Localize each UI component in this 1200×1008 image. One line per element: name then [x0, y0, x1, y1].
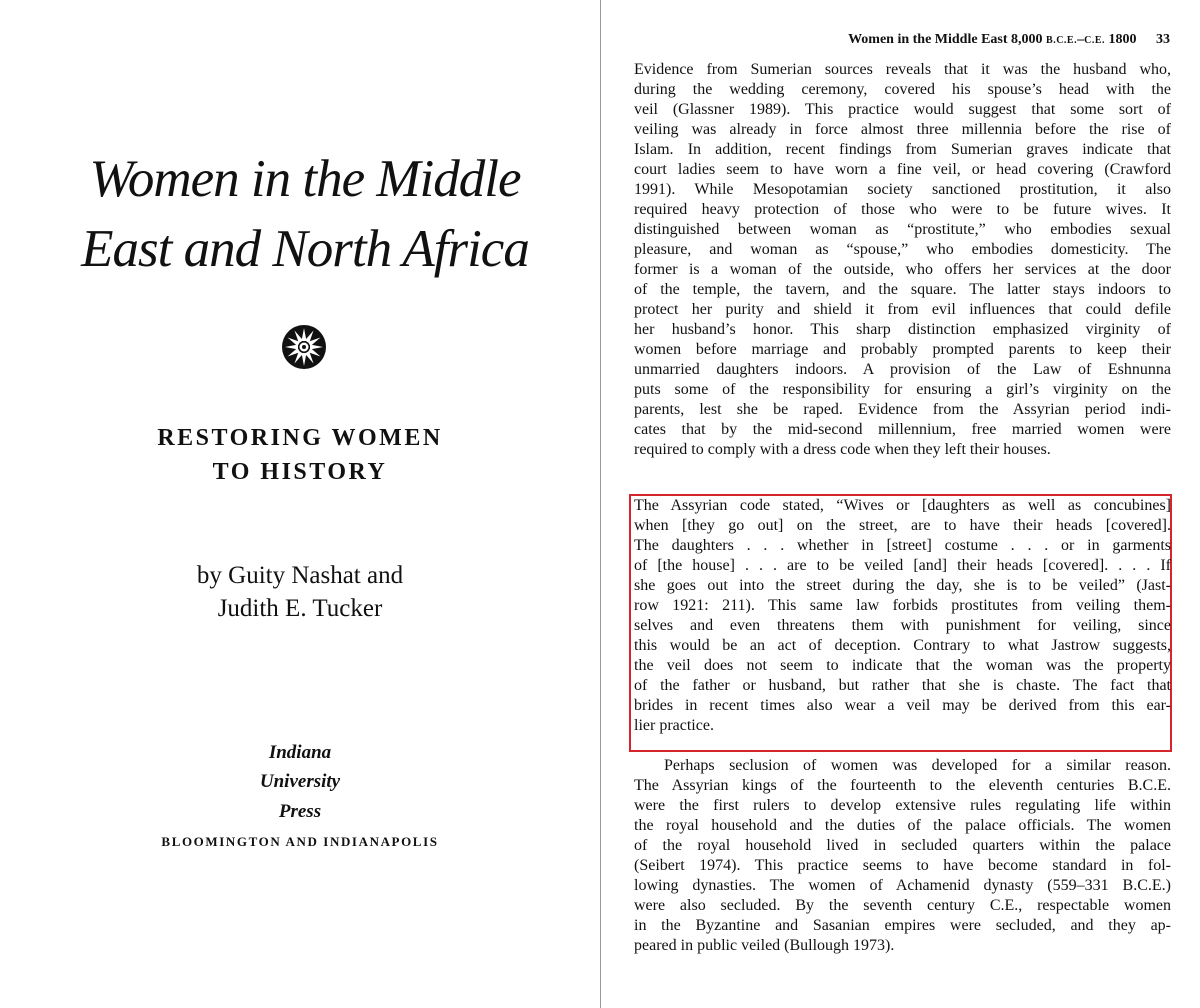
text-line: during the wedding ceremony, covered his spouse’s head with the: [634, 81, 1171, 98]
text-line: veil (Glassner 1989). This practice would suggest that some sort of: [634, 101, 1171, 118]
text-line: The Assyrian kings of the fourteenth to the eleventh centuries B.C.E.: [634, 777, 1171, 794]
running-head-era-end: C.E.: [1084, 35, 1105, 46]
text-line: veiling was already in force almost three millennia before the rise of: [634, 121, 1171, 138]
paragraph-dress-code: [634, 60, 1171, 460]
book-title: [30, 145, 580, 285]
subtitle-line: TO HISTORY: [212, 458, 388, 485]
text-line: her husband’s honor. This sharp distinction emphasized virginity of: [634, 321, 1171, 338]
text-line: puts some of the responsibility for ensuring a girl’s virginity on the: [634, 381, 1171, 398]
book-title-line: East and North Africa: [81, 219, 529, 278]
text-line: court ladies seem to have worn a fine veil, or head covering (Crawford: [634, 161, 1171, 178]
running-head-title: Women in the Middle East 8,000: [848, 32, 1043, 47]
text-line: the royal household and the duties of the palace officials. The women: [634, 817, 1171, 834]
text-line: the veil does not seem to indicate that the woman was the property: [634, 657, 1171, 674]
author-line: Judith E. Tucker: [217, 594, 383, 622]
text-line: when [they go out] on the street, are to have their heads [covered].: [634, 517, 1171, 534]
text-line: protect her purity and shield it from evil influences that could defile: [634, 301, 1171, 318]
publisher-line: Press: [278, 800, 322, 822]
text-line: lowing dynasties. The women of Achamenid dynasty (559–331 B.C.E.): [634, 877, 1171, 894]
text-line: this would be an act of deception. Contrary to what Jastrow suggests,: [634, 637, 1171, 654]
author-line: by Guity Nashat and: [196, 562, 404, 589]
text-line: of the royal household lived in secluded quarters within the palace: [634, 837, 1171, 854]
text-line: were also secluded. By the seventh century C.E., respectable women: [634, 897, 1171, 914]
publisher-name: [80, 738, 520, 826]
text-line: distinguished between woman as “prostitute,” who embodies sexual: [634, 221, 1171, 238]
text-line: in the Byzantine and Sasanian empires were secluded, and they ap-: [634, 917, 1171, 934]
text-line: former is a woman of the outside, who offers her services at the door: [634, 261, 1171, 278]
text-line: of [the house] . . . are to be veiled [and] their heads [covered]. . . . If: [634, 557, 1171, 574]
text-line: (Seibert 1974). This practice seems to have become standard in fol-: [634, 857, 1171, 874]
running-head-dash: –: [1077, 32, 1085, 47]
text-line: required heavy protection of those who were to be future wives. It: [634, 201, 1171, 218]
text-line: of the temple, the tavern, and the square. The latter stays indoors to: [634, 281, 1171, 298]
book-subtitle: [60, 422, 540, 489]
book-title-line: Women in the Middle: [89, 150, 521, 208]
running-head-era-start: B.C.E.: [1046, 35, 1078, 46]
text-line: lier practice.: [634, 717, 714, 734]
text-line: parents, lest she be raped. Evidence from the Assyrian period indi-: [634, 401, 1171, 418]
text-line: peared in public veiled (Bullough 1973).: [634, 937, 895, 954]
text-line: pleasure, and woman as “spouse,” who embodies domesticity. The: [634, 241, 1171, 258]
publisher-line: University: [259, 771, 341, 793]
text-line: The daughters . . . whether in [street] costume . . . or in garments: [634, 537, 1171, 554]
text-line: Islam. In addition, recent findings from Sumerian graves indicate that: [634, 141, 1171, 158]
paragraph-seclusion: [634, 756, 1171, 956]
text-line: unmarried daughters indoors. A provision of the Law of Eshnunna: [634, 361, 1171, 378]
text-line: selves and even threatens them with punishment for veiling, since: [634, 617, 1171, 634]
publisher-line: Indiana: [268, 742, 332, 763]
text-line: Perhaps seclusion of women was developed for a similar reason.: [664, 757, 1171, 774]
text-line: 1991). While Mesopotamian society sanctioned prostitution, it also: [634, 181, 1171, 198]
text-line: row 1921: 211). This same law forbids prostitutes from veiling them-: [634, 597, 1171, 614]
subtitle-line: RESTORING WOMEN: [157, 425, 443, 451]
text-line: brides in recent times also wear a veil may be derived from this ear-: [634, 697, 1171, 714]
text-line: The Assyrian code stated, “Wives or [daughters as well as concubines]: [634, 497, 1171, 514]
running-head-year: 1800: [1108, 32, 1137, 47]
running-head: [634, 32, 1170, 48]
text-line: of the father or husband, but rather that she is chaste. The fact that: [634, 677, 1171, 694]
book-authors: [60, 560, 540, 625]
highlighted-passage: [634, 496, 1171, 736]
text-line: required to comply with a dress code when they left their houses.: [634, 441, 1051, 458]
text-line: Evidence from Sumerian sources reveals that it was the husband who,: [634, 61, 1171, 78]
rosette-ornament-icon: [281, 324, 327, 370]
text-line: cates that by the mid-second millennium, free married women were: [634, 421, 1171, 438]
page-number: 33: [1156, 32, 1170, 47]
publisher-place: BLOOMINGTON AND INDIANAPOLIS: [161, 834, 439, 849]
text-line: were the first rulers to develop extensive rules regulating life within: [634, 797, 1171, 814]
text-line: she goes out into the street during the day, she is to be veiled” (Jast-: [634, 577, 1171, 594]
text-line: women before marriage and probably prompted parents to keep their: [634, 341, 1171, 358]
